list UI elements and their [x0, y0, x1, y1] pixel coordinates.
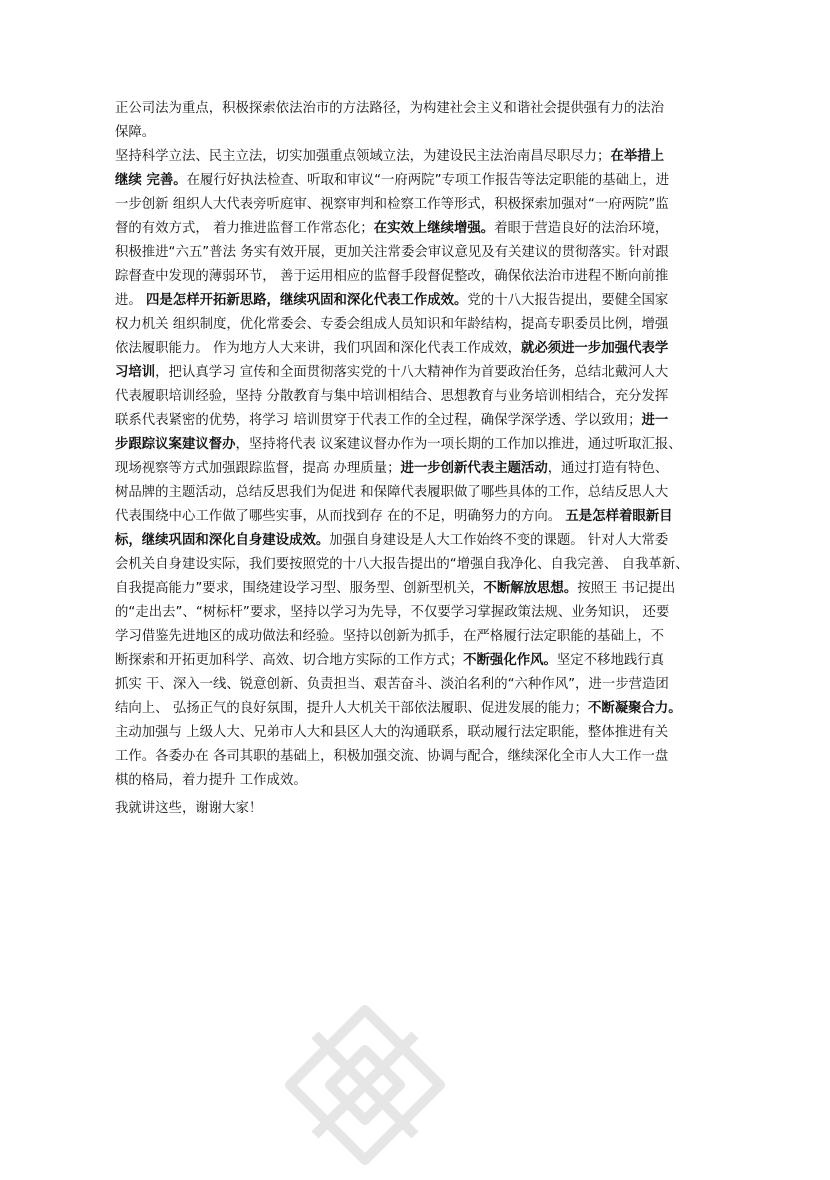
text-line [115, 649, 745, 673]
text-segment: 党的十八大报告提出，要健全国家 [467, 293, 669, 308]
bold-text-segment: 习培训 [115, 365, 156, 380]
bold-text-segment: 在举措上 [610, 149, 665, 164]
text-segment: 保障。 [115, 125, 156, 140]
text-line [115, 625, 745, 649]
text-segment: 进。 [115, 293, 147, 308]
text-segment: ，把认真学习 宣传和全面贯彻落实党的十八大精神作为首要政治任务，总结北戴河人大 [155, 365, 669, 380]
text-segment: 会机关自身建设实际，我们要按照党的十八大报告提出的“增强自我净化、自我完善、 自我革新、 [115, 557, 689, 572]
text-segment: 按照王 书记提出 [577, 581, 676, 596]
text-segment: 树品牌的主题活动，总结反思我们为促进 和保障代表履职做了哪些具体的工作，总结反思人大 [115, 485, 669, 500]
text-segment: 抓实 干、深入一线、锐意创新、负责担当、艰苦奋斗、淡泊名利的“六种作风”，进一步营造团 [115, 677, 669, 692]
text-segment: 踪督查中发现的薄弱环节， 善于运用相应的监督手段督促整改，确保依法治市进程不断向前推 [115, 269, 669, 284]
text-segment: 正公司法为重点，积极探索依法治市的方法路径，为构建社会主义和谐社会提供强有力的法治 [115, 101, 665, 116]
text-segment: 学习借鉴先进地区的成功做法和经验。坚持以创新为抓手，在严格履行法定职能的基础上，不 [115, 629, 665, 644]
text-segment: 坚定不移地践行真 [556, 653, 665, 668]
bold-text-segment: 进一 [641, 413, 669, 428]
text-line [115, 505, 745, 529]
text-line [115, 241, 745, 265]
text-line [115, 337, 745, 361]
text-line [115, 673, 745, 697]
bold-text-segment: 继续 完善。 [115, 173, 187, 188]
text-line [115, 265, 745, 289]
text-line [115, 769, 745, 793]
text-segment: 工作。各委办在 各司其职的基础上，积极加强交流、协调与配合，继续深化全市人大工作一盘 [115, 749, 669, 764]
text-line [115, 217, 745, 241]
text-line [115, 121, 745, 145]
text-segment: 一步创新 组织人大代表旁听庭审、视察审判和检察工作等形式，积极探索加强对“一府两院”监 [115, 197, 669, 212]
text-line [115, 745, 745, 769]
bold-text-segment: 步跟踪议案建议督办 [115, 437, 236, 452]
closing-remark: 我就讲这些，谢谢大家！ [115, 801, 263, 816]
text-segment: 现场视察等方式加强跟踪监督，提高 办理质量； [115, 461, 401, 476]
bold-text-segment: 进一步创新代表主题活动 [400, 461, 548, 476]
text-line [115, 577, 745, 601]
watermark-logo [270, 990, 460, 1180]
text-line [115, 697, 745, 721]
bold-text-segment: 不断解放思想。 [483, 581, 578, 596]
text-line [115, 169, 745, 193]
text-line [115, 433, 745, 457]
text-line [115, 721, 745, 745]
text-segment: 代表履职培训经验，坚持 分散教育与集中培训相结合、思想教育与业务培训相结合，充分发挥 [115, 389, 669, 404]
document-body [115, 97, 745, 793]
text-line [115, 289, 745, 313]
text-segment: 结向上、 弘扬正气的良好氛围，提升人大机关干部依法履职、促进发展的能力； [115, 701, 588, 716]
text-segment: 自我提高能力”要求，围绕建设学习型、服务型、创新型机关， [115, 581, 484, 596]
text-line [115, 193, 745, 217]
text-line [115, 361, 745, 385]
text-segment: 的“走出去”、“树标杆”要求，坚持以学习为先导，不仅要学习掌握政策法规、业务知识， 还要 [115, 605, 670, 620]
text-segment: 权力机关 组织制度，优化常委会、专委会组成人员知识和年龄结构，提高专职委员比例，增强 [115, 317, 669, 332]
bold-text-segment: 标，继续巩固和深化自身建设成效。 [115, 533, 330, 548]
text-segment: 坚持科学立法、民主立法，切实加强重点领域立法，为建设民主法治南昌尽职尽力； [115, 149, 611, 164]
text-line [115, 457, 745, 481]
text-segment: 着眼于营造良好的法治环境， [494, 221, 669, 236]
text-segment: 断探索和开拓更加科学、高效、切合地方实际的工作方式； [115, 653, 464, 668]
text-segment: 在履行好执法检查、听取和审议“一府两院”专项工作报告等法定职能的基础上，进 [186, 173, 670, 188]
bold-text-segment: 不断凝聚合力。 [587, 701, 682, 716]
text-line [115, 97, 745, 121]
text-segment: 联系代表紧密的优势，将学习 培训贯穿于代表工作的全过程，确保学深学透、学以致用； [115, 413, 642, 428]
text-line [115, 481, 745, 505]
text-segment: 代表围绕中心工作做了哪些实事，从而找到存 在的不足，明确努力的方向。 [115, 509, 566, 524]
bold-text-segment: 四是怎样开拓新思路，继续巩固和深化代表工作成效。 [146, 293, 468, 308]
bold-text-segment: 五是怎样着眼新目 [565, 509, 673, 524]
text-line [115, 601, 745, 625]
text-segment: 加强自身建设是人大工作始终不变的课题。 针对人大常委 [329, 533, 669, 548]
text-line [115, 145, 745, 169]
text-line [115, 409, 745, 433]
text-segment: ，通过打造有特色、 [547, 461, 669, 476]
bold-text-segment: 不断强化作风。 [463, 653, 557, 668]
text-segment: ，坚持将代表 议案建议督办作为一项长期的工作加以推进，通过听取汇报、 [235, 437, 682, 452]
bold-text-segment: 就必须进一步加强代表学 [520, 341, 669, 356]
text-segment: 督的有效方式， 着力推进监督工作常态化； [115, 221, 374, 236]
text-line [115, 553, 745, 577]
text-segment: 主动加强与 上级人大、兄弟市人大和县区人大的沟通联系，联动履行法定职能，整体推进有关 [115, 725, 669, 740]
text-line [115, 385, 745, 409]
text-segment: 棋的格局，着力提升 工作成效。 [115, 773, 307, 788]
bold-text-segment: 在实效上继续增强。 [373, 221, 495, 236]
text-line [115, 313, 745, 337]
text-line [115, 529, 745, 553]
text-segment: 依法履职能力。 作为地方人大来讲，我们巩固和深化代表工作成效， [115, 341, 521, 356]
text-segment: 积极推进“六五”普法 务实有效开展，更加关注常委会审议意见及有关建议的贯彻落实。针对跟 [115, 245, 669, 260]
